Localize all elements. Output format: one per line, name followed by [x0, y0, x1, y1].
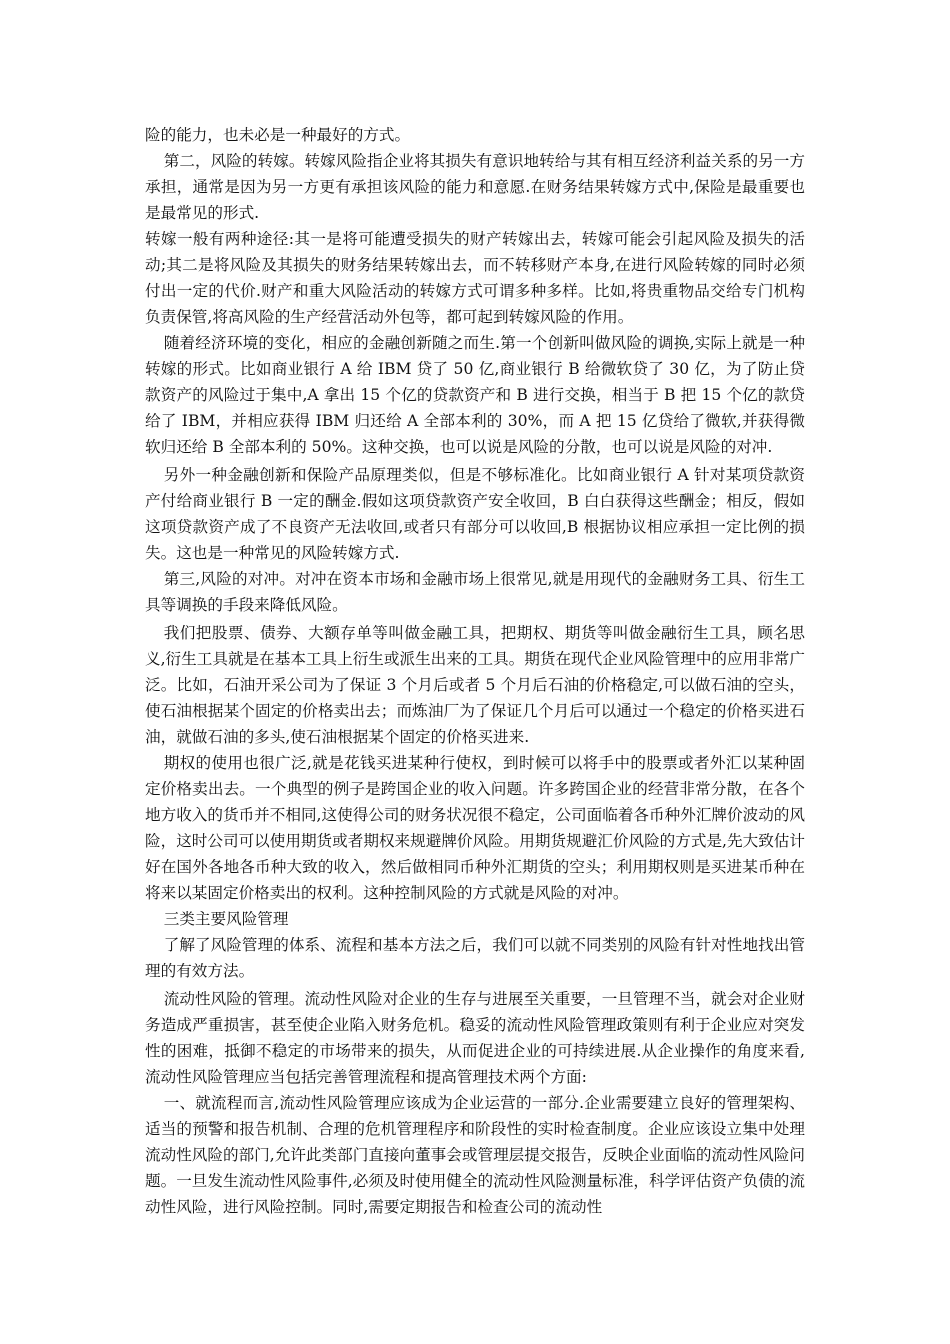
paragraph-5: 另外一种金融创新和保险产品原理类似，但是不够标准化。比如商业银行 A 针对某项贷款资产付给商业银行 B 一定的酬金.假如这项贷款资产安全收回，B 白白获得这些酬金；相反，假如这项贷款资产成了不良资产无法收回,或者只有部分可以收回,B 根据协议相应承担一定比例的损失。这也是一种常见的风险转嫁方式.	[145, 466, 805, 562]
paragraph-3: 转嫁一般有两种途径:其一是将可能遭受损失的财产转嫁出去，转嫁可能会引起风险及损失的活动;其二是将风险及其损失的财务结果转嫁出去，而不转移财产本身,在进行风险转嫁的同时必须付出一定的代价.财产和重大风险活动的转嫁方式可谓多种多样。比如,将贵重物品交给专门机构负责保管,将高风险的生产经营活动外包等，都可起到转嫁风险的作用。	[145, 230, 805, 326]
paragraph-4: 随着经济环境的变化，相应的金融创新随之而生.第一个创新叫做风险的调换,实际上就是一种转嫁的形式。比如商业银行 A 给 IBM 贷了 50 亿,商业银行 B 给微软贷了 30 亿，为了防止贷款资产的风险过于集中,A 拿出 15 个亿的贷款资产和 B 进行交换，相当于 B 把 15 个亿的款贷给了 IBM，并相应获得 IBM 归还给 A 全部本利的 30%，而 A 把 15 亿贷给了微软,并获得微软归还给 B 全部本利的 50%。这种交换，也可以说是风险的分散，也可以说是风险的对冲.	[145, 334, 805, 456]
paragraph-11: 一、就流程而言,流动性风险管理应该成为企业运营的一部分.企业需要建立良好的管理架构、适当的预警和报告机制、合理的危机管理程序和阶段性的实时检查制度。企业应该设立集中处理流动性风险的部门,允许此类部门直接向董事会或管理层提交报告，反映企业面临的流动性风险问题。一旦发生流动性风险事件,必须及时使用健全的流动性风险测量标准，科学评估资产负债的流动性风险，进行风险控制。同时,需要定期报告和检查公司的流动性	[145, 1094, 805, 1216]
paragraph-10: 流动性风险的管理。流动性风险对企业的生存与进展至关重要，一旦管理不当，就会对企业财务造成严重损害，甚至使企业陷入财务危机。稳妥的流动性风险管理政策则有利于企业应对突发性的困难，抵御不稳定的市场带来的损失，从而促进企业的可持续进展.从企业操作的角度来看,流动性风险管理应当包括完善管理流程和提高管理技术两个方面:	[145, 990, 805, 1086]
paragraph-8: 期权的使用也很广泛,就是花钱买进某种行使权，到时候可以将手中的股票或者外汇以某种固定价格卖出去。一个典型的例子是跨国企业的收入问题。许多跨国企业的经营非常分散，在各个地方收入的货币并不相同,这使得公司的财务状况很不稳定，公司面临着各币种外汇牌价波动的风险，这时公司可以使用期货或者期权来规避牌价风险。用期货规避汇价风险的方式是,先大致估计好在国外各地各币种大致的收入，然后做相同币种外汇期货的空头；利用期权则是买进某币种在将来以某固定价格卖出的权利。这种控制风险的方式就是风险的对冲。	[145, 754, 805, 902]
paragraph-7: 我们把股票、债券、大额存单等叫做金融工具，把期权、期货等叫做金融衍生工具，顾名思义,衍生工具就是在基本工具上衍生或派生出来的工具。期货在现代企业风险管理中的应用非常广泛。比如，石油开采公司为了保证 3 个月后或者 5 个月后石油的价格稳定,可以做石油的空头，使石油根据某个固定的价格卖出去；而炼油厂为了保证几个月后可以通过一个稳定的价格买进石油，就做石油的多头,使石油根据某个固定的价格买进来.	[145, 624, 805, 746]
paragraph-6: 第三,风险的对冲。对冲在资本市场和金融市场上很常见,就是用现代的金融财务工具、衍生工具等调换的手段来降低风险。	[145, 570, 805, 614]
document-page	[145, 122, 805, 1220]
paragraph-1: 险的能力，也未必是一种最好的方式。	[145, 126, 411, 144]
section-heading: 三类主要风险管理	[163, 910, 289, 928]
paragraph-9: 了解了风险管理的体系、流程和基本方法之后，我们可以就不同类别的风险有针对性地找出管理的有效方法。	[145, 936, 805, 980]
paragraph-2: 第二，风险的转嫁。转嫁风险指企业将其损失有意识地转给与其有相互经济利益关系的另一方承担，通常是因为另一方更有承担该风险的能力和意愿.在财务结果转嫁方式中,保险是最重要也是最常见的形式.	[145, 152, 805, 222]
